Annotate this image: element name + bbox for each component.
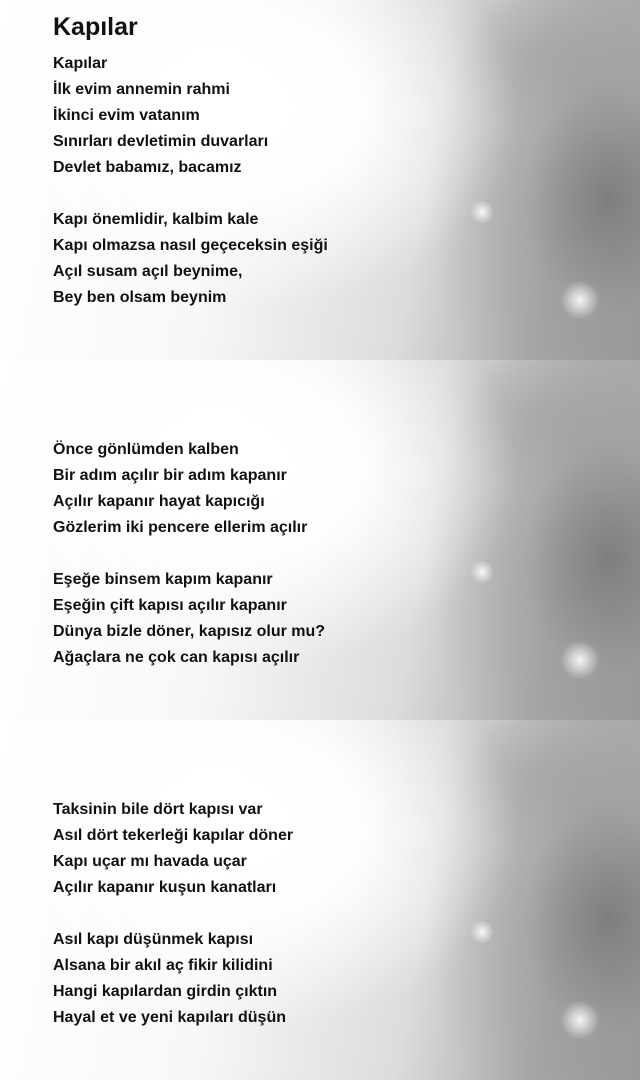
poem-line: Devlet babamız, bacamız (53, 159, 242, 176)
poem-line: Açıl susam açıl beynime, (53, 263, 243, 280)
poem-line: Önce gönlümden kalben (53, 441, 239, 458)
poem-line: Dünya bizle döner, kapısız olur mu? (53, 623, 326, 640)
background-sparkle (560, 640, 600, 680)
poem-line: Kapı olmazsa nasıl geçeceksin eşiği (53, 237, 328, 254)
poem-line: Hayal et ve yeni kapıları düşün (53, 1009, 286, 1026)
poem-line: Açılır kapanır hayat kapıcığı (53, 493, 265, 510)
poem-panel-1 (0, 0, 640, 360)
stanza (53, 927, 286, 1031)
poem-line: Asıl kapı düşünmek kapısı (53, 931, 254, 948)
poem-line: Alsana bir akıl aç fikir kilidini (53, 957, 273, 974)
background-sparkle (470, 920, 494, 944)
stanza (53, 797, 293, 901)
stanza (53, 207, 328, 311)
poem-panel-3 (0, 720, 640, 1080)
background-sparkle (470, 200, 494, 224)
poem-line: Hangi kapılardan girdin çıktın (53, 983, 278, 1000)
poem-line: Bir adım açılır bir adım kapanır (53, 467, 287, 484)
background-sparkle (470, 560, 494, 584)
poem-line: Eşeğe binsem kapım kapanır (53, 571, 273, 588)
poem-title: Kapılar (53, 13, 138, 41)
background-sparkle (560, 1000, 600, 1040)
stanza (53, 51, 268, 181)
poem-line: Kapılar (53, 55, 108, 72)
poem-line: Sınırları devletimin duvarları (53, 133, 269, 150)
background-sparkle (560, 280, 600, 320)
poem-line: Ağaçlara ne çok can kapısı açılır (53, 649, 300, 666)
poem-line: İkinci evim vatanım (53, 107, 200, 124)
poem-line: Bey ben olsam beynim (53, 289, 227, 306)
poem-line: Açılır kapanır kuşun kanatları (53, 879, 277, 896)
poem-line: Kapı uçar mı havada uçar (53, 853, 247, 870)
poem-line: Kapı önemlidir, kalbim kale (53, 211, 259, 228)
poem-line: Taksinin bile dört kapısı var (53, 801, 263, 818)
poem-line: Gözlerim iki pencere ellerim açılır (53, 519, 308, 536)
stanza (53, 567, 325, 671)
poem-line: İlk evim annemin rahmi (53, 81, 230, 98)
stanza (53, 437, 307, 541)
poem-panel-2 (0, 360, 640, 720)
poem-line: Eşeğin çift kapısı açılır kapanır (53, 597, 287, 614)
poem-line: Asıl dört tekerleği kapılar döner (53, 827, 294, 844)
